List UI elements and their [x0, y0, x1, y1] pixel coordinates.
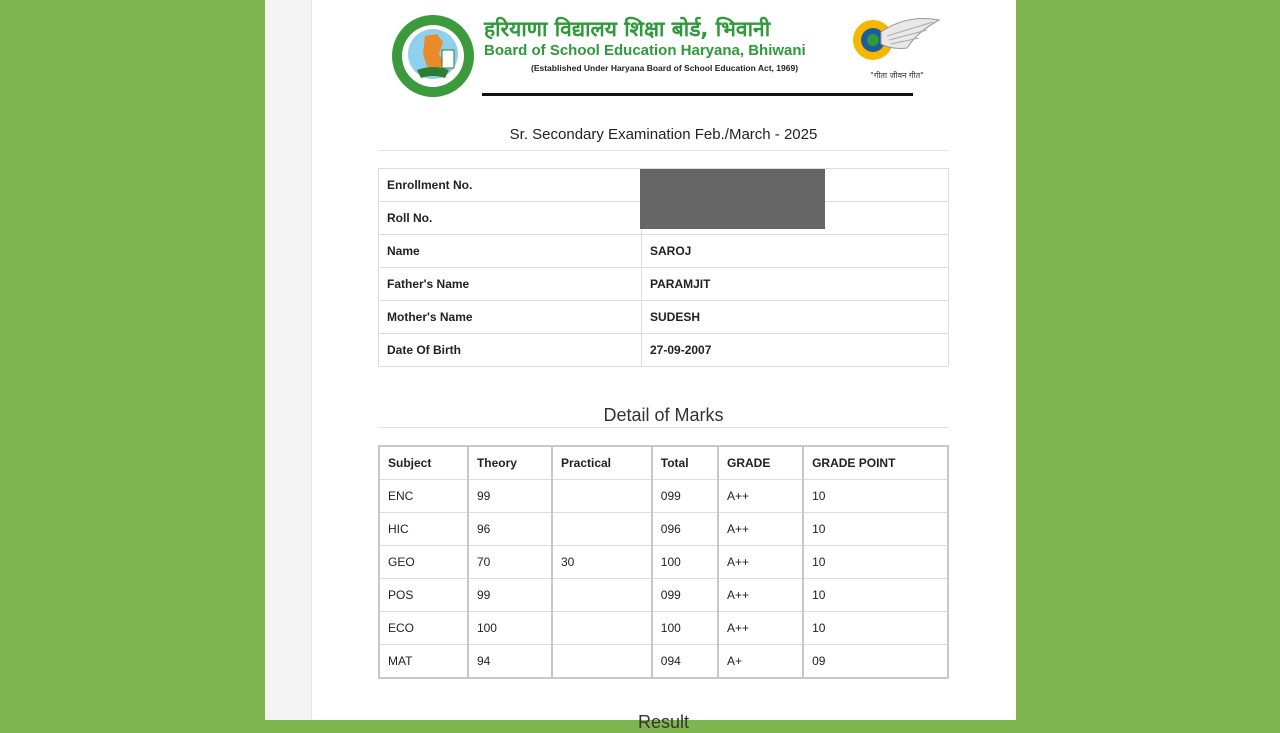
marks-column-header: GRADE POINT [803, 446, 948, 480]
board-title-hindi: हरियाणा विद्यालय शिक्षा बोर्ड, भिवानी [484, 17, 771, 41]
marks-row [379, 546, 948, 579]
result-page [311, 0, 1016, 732]
student-info-value: PARAMJIT [642, 268, 949, 301]
exam-title-divider [378, 150, 949, 151]
marks-title-divider [378, 427, 949, 428]
gita-emblem-caption: "गीता जीवन गीत" [870, 71, 924, 80]
header-divider [482, 93, 913, 96]
marks-row [379, 645, 948, 679]
marks-cell: A++ [718, 480, 803, 513]
marks-cell [552, 480, 652, 513]
marks-cell: 10 [803, 579, 948, 612]
marks-cell: A++ [718, 579, 803, 612]
board-emblem-icon [387, 14, 479, 98]
marks-cell: 99 [468, 480, 552, 513]
marks-cell: 96 [468, 513, 552, 546]
marks-cell: 094 [652, 645, 718, 679]
marks-column-header: Practical [552, 446, 652, 480]
student-info-label: Mother's Name [379, 301, 642, 334]
marks-cell: 096 [652, 513, 718, 546]
marks-row [379, 612, 948, 645]
marks-cell: 30 [552, 546, 652, 579]
marks-cell: 09 [803, 645, 948, 679]
marks-cell: A++ [718, 546, 803, 579]
student-info-label: Enrollment No. [379, 169, 642, 202]
marks-cell: 099 [652, 579, 718, 612]
marks-cell: A++ [718, 612, 803, 645]
student-info-value: SAROJ [642, 235, 949, 268]
marks-cell: POS [379, 579, 468, 612]
student-info-value: 27-09-2007 [642, 334, 949, 367]
exam-title: Sr. Secondary Examination Feb./March - 2025 [509, 126, 818, 143]
marks-cell: A++ [718, 513, 803, 546]
student-info-row [379, 268, 949, 301]
marks-cell: 99 [468, 579, 552, 612]
marks-cell: 94 [468, 645, 552, 679]
marks-cell: ECO [379, 612, 468, 645]
marks-cell: 10 [803, 480, 948, 513]
marks-cell: HIC [379, 513, 468, 546]
marks-cell: ENC [379, 480, 468, 513]
marks-column-header: GRADE [718, 446, 803, 480]
result-title: Result [637, 712, 690, 732]
student-info-label: Date Of Birth [379, 334, 642, 367]
marks-cell: 10 [803, 513, 948, 546]
marks-cell: 70 [468, 546, 552, 579]
marks-cell [552, 612, 652, 645]
marks-cell: 100 [652, 612, 718, 645]
marks-cell: 10 [803, 612, 948, 645]
marks-cell [552, 645, 652, 679]
marks-column-header: Subject [379, 446, 468, 480]
redaction-box [640, 169, 825, 229]
marks-column-header: Total [652, 446, 718, 480]
student-info-row [379, 301, 949, 334]
marks-table [378, 445, 949, 679]
student-info-label: Name [379, 235, 642, 268]
marks-title: Detail of Marks [603, 405, 724, 425]
board-established-note: (Established Under Haryana Board of School Education Act, 1969) [531, 63, 799, 73]
student-info-row [379, 334, 949, 367]
marks-cell: GEO [379, 546, 468, 579]
marks-cell: 10 [803, 546, 948, 579]
board-title-block [484, 16, 844, 76]
student-info-label: Father's Name [379, 268, 642, 301]
student-info-value: SUDESH [642, 301, 949, 334]
marks-cell: A+ [718, 645, 803, 679]
marks-cell: 099 [652, 480, 718, 513]
marks-row [379, 480, 948, 513]
marks-cell [552, 513, 652, 546]
student-info-label: Roll No. [379, 202, 642, 235]
marks-row [379, 579, 948, 612]
marks-cell: 100 [468, 612, 552, 645]
student-info-row [379, 235, 949, 268]
marks-row [379, 513, 948, 546]
marks-cell: MAT [379, 645, 468, 679]
marks-cell: 100 [652, 546, 718, 579]
board-header [387, 12, 947, 102]
board-title-english: Board of School Education Haryana, Bhiwani [484, 42, 806, 59]
marks-cell [552, 579, 652, 612]
marks-column-header: Theory [468, 446, 552, 480]
